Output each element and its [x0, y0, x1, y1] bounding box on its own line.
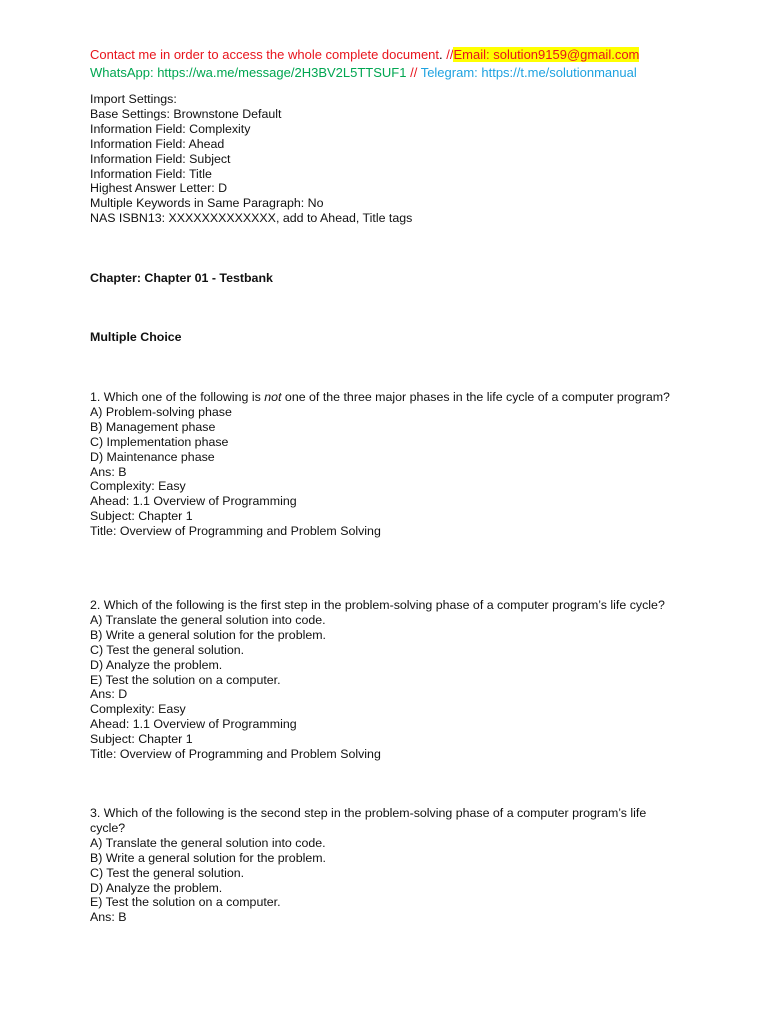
settings-line: Information Field: Title: [90, 166, 212, 181]
settings-line: Multiple Keywords in Same Paragraph: No: [90, 196, 324, 211]
question-stem: 2. Which of the following is the first step in the problem-solving phase of a computer program’s life cycle?: [90, 598, 665, 612]
answer-option: E) Test the solution on a computer.: [90, 672, 281, 687]
answer-option: C) Test the general solution.: [90, 642, 245, 657]
question-1: [90, 390, 690, 539]
title-field: Title: Overview of Programming and Problem Solving: [90, 747, 381, 762]
answer-key: Ans: B: [90, 910, 127, 925]
subject-field: Subject: Chapter 1: [90, 509, 193, 524]
contact-banner: [90, 46, 730, 82]
contact-separator-2: //: [406, 65, 421, 80]
answer-option: B) Write a general solution for the problem.: [90, 627, 326, 642]
answer-option: D) Analyze the problem.: [90, 657, 223, 672]
title-field: Title: Overview of Programming and Problem Solving: [90, 524, 381, 539]
settings-line: Information Field: Subject: [90, 151, 231, 166]
answer-option: A) Translate the general solution into code.: [90, 612, 326, 627]
ahead-field: Ahead: 1.1 Overview of Programming: [90, 717, 297, 732]
answer-option: A) Translate the general solution into code.: [90, 835, 326, 850]
contact-period: .: [439, 47, 443, 62]
answer-option: C) Implementation phase: [90, 434, 229, 449]
stem-text: 1. Which one of the following is: [90, 390, 265, 404]
contact-email[interactable]: Email: solution9159@gmail.com: [453, 47, 640, 62]
answer-option: C) Test the general solution.: [90, 865, 245, 880]
question-stem: [90, 390, 690, 405]
settings-line: NAS ISBN13: XXXXXXXXXXXXX, add to Ahead, Title tags: [90, 211, 413, 226]
section-heading: Multiple Choice: [90, 330, 182, 344]
chapter-heading: Chapter: Chapter 01 - Testbank: [90, 271, 273, 285]
stem-text: one of the three major phases in the life cycle of a computer program?: [281, 390, 670, 404]
contact-whatsapp-link[interactable]: WhatsApp: https://wa.me/message/2H3BV2L5TTSUF1: [90, 65, 407, 80]
ahead-field: Ahead: 1.1 Overview of Programming: [90, 494, 297, 509]
contact-line-2: [90, 64, 730, 82]
settings-line: Base Settings: Brownstone Default: [90, 106, 282, 121]
contact-telegram-link[interactable]: Telegram: https://t.me/solutionmanual: [420, 65, 637, 80]
settings-line: Information Field: Ahead: [90, 136, 225, 151]
import-settings-block: [90, 92, 690, 226]
settings-line: Import Settings:: [90, 92, 177, 106]
contact-message: Contact me in order to access the whole complete document: [90, 47, 440, 62]
question-2: [90, 598, 690, 762]
answer-option: D) Analyze the problem.: [90, 880, 223, 895]
stem-emphasis: not: [264, 390, 282, 404]
complexity-field: Complexity: Easy: [90, 479, 186, 494]
answer-option: B) Management phase: [90, 419, 216, 434]
answer-key: Ans: D: [90, 687, 128, 702]
settings-line: Highest Answer Letter: D: [90, 181, 228, 196]
subject-field: Subject: Chapter 1: [90, 732, 193, 747]
question-stem: 3. Which of the following is the second step in the problem-solving phase of a computer program’s life: [90, 806, 647, 820]
contact-line-1: [90, 46, 730, 64]
question-3: [90, 806, 690, 925]
answer-option: D) Maintenance phase: [90, 449, 215, 464]
complexity-field: Complexity: Easy: [90, 702, 186, 717]
settings-line: Information Field: Complexity: [90, 121, 251, 136]
contact-separator: //: [442, 47, 454, 62]
answer-option: B) Write a general solution for the problem.: [90, 850, 326, 865]
question-stem-continuation: cycle?: [90, 820, 126, 835]
answer-key: Ans: B: [90, 464, 127, 479]
answer-option: E) Test the solution on a computer.: [90, 895, 281, 910]
answer-option: A) Problem-solving phase: [90, 404, 232, 419]
